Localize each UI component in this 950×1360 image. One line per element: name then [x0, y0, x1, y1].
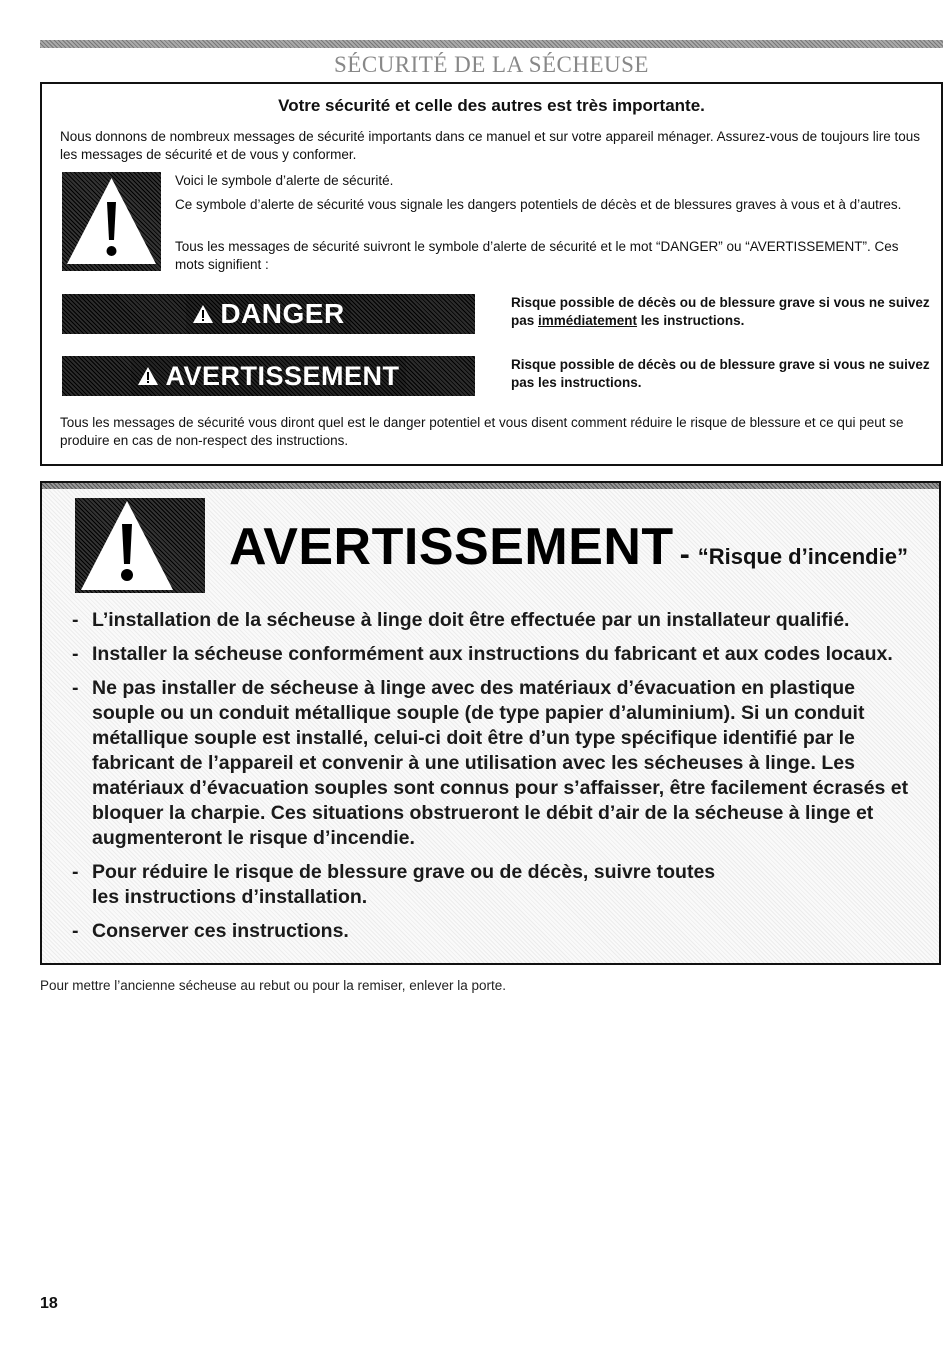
- safety-info-box: [40, 82, 943, 466]
- list-item: [72, 608, 922, 633]
- page-number: 18: [40, 1295, 58, 1312]
- symbol-line: Voici le symbole d’alerte de sécurité.: [175, 173, 394, 188]
- safety-outro: Tous les messages de sécurité vous diront quel est le danger potentiel et vous disent comment réduire le risque de blessure et ce qui peut se produire en cas de non-respect des instructions.: [60, 415, 904, 448]
- list-item-text: Pour réduire le risque de blessure grave ou de décès, suivre toutes les instructions d’installation.: [92, 861, 716, 908]
- safety-heading: Votre sécurité et celle des autres est très importante.: [278, 96, 705, 115]
- danger-desc-text: Risque possible de décès ou de blessure grave si vous ne suivez pas: [511, 295, 930, 328]
- danger-desc-end: les instructions.: [637, 313, 745, 328]
- warning-description: Risque possible de décès ou de blessure grave si vous ne suivez pas les instructions.: [511, 357, 930, 390]
- warning-box-rule: [42, 483, 939, 489]
- list-bullet: -: [72, 677, 79, 699]
- messages-desc: Tous les messages de sécurité suivront le symbole d’alerte de sécurité et le mot “DANGER” ou “AVERTISSEMENT”. Ces mots signifient :: [175, 239, 899, 272]
- list-item: [72, 860, 922, 910]
- large-warning-icon: [75, 498, 205, 593]
- safety-intro: Nous donnons de nombreux messages de sécurité importants dans ce manuel et sur votre appareil ménager. Assurez-vous de toujours lire tous les messages de sécurité et de vous y conformer.: [60, 129, 920, 162]
- warning-triangle-icon: [137, 366, 159, 386]
- danger-description: [511, 294, 931, 330]
- list-bullet: -: [72, 920, 79, 942]
- list-item-text: Installer la sécheuse conformément aux instructions du fabricant et aux codes locaux.: [92, 643, 893, 665]
- warning-title-word: AVERTISSEMENT: [229, 518, 674, 576]
- warning-list: [72, 608, 922, 953]
- danger-banner: [62, 294, 475, 334]
- footer-note: Pour mettre l’ancienne sécheuse au rebut ou pour la remiser, enlever la porte.: [40, 978, 507, 993]
- top-rule: [40, 40, 943, 48]
- safety-alert-icon: [62, 172, 161, 271]
- list-item: [72, 919, 922, 944]
- list-item: [72, 642, 922, 667]
- list-bullet: -: [72, 643, 79, 665]
- warning-title: [229, 517, 929, 577]
- warning-banner: [62, 356, 475, 396]
- warning-subtitle: “Risque d’incendie”: [697, 544, 908, 569]
- warning-triangle-icon: [192, 304, 214, 324]
- danger-desc-underlined: immédiatement: [538, 313, 638, 328]
- danger-label: DANGER: [220, 298, 345, 329]
- fire-warning-box: [40, 481, 941, 965]
- section-title: SÉCURITÉ DE LA SÉCHEUSE: [334, 52, 649, 77]
- list-item: [72, 676, 922, 851]
- warning-title-separator: -: [679, 538, 690, 571]
- symbol-desc: Ce symbole d’alerte de sécurité vous signale les dangers potentiels de décès et de blessures graves à vous et à d’autres.: [175, 197, 902, 212]
- list-item-text: L’installation de la sécheuse à linge doit être effectuée par un installateur qualifié.: [92, 609, 850, 631]
- warning-label: AVERTISSEMENT: [165, 361, 400, 391]
- list-item-text: Conserver ces instructions.: [92, 920, 349, 942]
- list-item-text: Ne pas installer de sécheuse à linge avec des matériaux d’évacuation en plastique souple ou un conduit métallique souple (de type papier d’aluminium). Si un conduit métallique souple est installé, celui-ci doit être d’un type spécifique identifié par le fabricant de l’appareil et convenir à une utilisation avec les sécheuses à linge. Les matériaux d’évacuation souples sont connus pour s’affaisser, être facilement écrasés et bloquer la charpie. Ces situations obstrueront le débit d’air de la sécheuse à linge et augmenteront le risque d’incendie.: [92, 677, 909, 849]
- list-bullet: -: [72, 861, 79, 883]
- list-bullet: -: [72, 609, 79, 631]
